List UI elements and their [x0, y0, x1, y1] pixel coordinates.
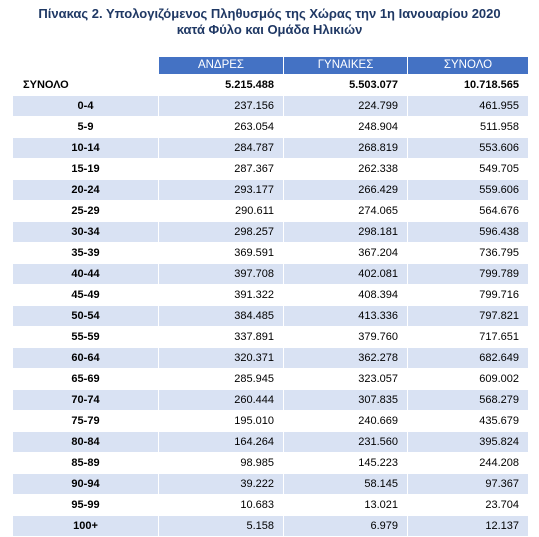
women-cell: 298.181: [284, 222, 408, 243]
total-cell: 97.367: [408, 474, 529, 495]
age-group-cell: ΣΥΝΟΛΟ: [13, 75, 159, 96]
men-cell: 397.708: [159, 264, 284, 285]
table-title: [0, 0, 539, 42]
age-group-cell: 20-24: [13, 180, 159, 201]
women-cell: 224.799: [284, 96, 408, 117]
men-cell: 384.485: [159, 306, 284, 327]
men-cell: 290.611: [159, 201, 284, 222]
table-row: [13, 327, 529, 348]
total-cell: 553.606: [408, 138, 529, 159]
total-row: [13, 75, 529, 96]
men-cell: 337.891: [159, 327, 284, 348]
men-cell: 285.945: [159, 369, 284, 390]
women-cell: 240.669: [284, 411, 408, 432]
table-body: [13, 75, 529, 537]
women-cell: 413.336: [284, 306, 408, 327]
title-line-2: κατά Φύλο και Ομάδα Ηλικιών: [176, 22, 363, 37]
women-cell: 307.835: [284, 390, 408, 411]
total-cell: 559.606: [408, 180, 529, 201]
total-cell: 12.137: [408, 516, 529, 537]
age-group-cell: 60-64: [13, 348, 159, 369]
table-row: [13, 117, 529, 138]
women-cell: 145.223: [284, 453, 408, 474]
total-cell: 549.705: [408, 159, 529, 180]
table-row: [13, 243, 529, 264]
table-row: [13, 306, 529, 327]
men-cell: 5.158: [159, 516, 284, 537]
men-cell: 195.010: [159, 411, 284, 432]
table-row: [13, 222, 529, 243]
women-cell: 266.429: [284, 180, 408, 201]
header-total: ΣΥΝΟΛΟ: [408, 57, 529, 75]
age-group-cell: 90-94: [13, 474, 159, 495]
total-cell: 23.704: [408, 495, 529, 516]
age-group-cell: 80-84: [13, 432, 159, 453]
table-row: [13, 285, 529, 306]
table-row: [13, 138, 529, 159]
table-row: [13, 201, 529, 222]
age-group-cell: 35-39: [13, 243, 159, 264]
table-row: [13, 516, 529, 537]
age-group-cell: 55-59: [13, 327, 159, 348]
table-row: [13, 432, 529, 453]
age-group-cell: 0-4: [13, 96, 159, 117]
population-table: [12, 56, 529, 537]
table-row: [13, 96, 529, 117]
total-cell: 717.651: [408, 327, 529, 348]
age-group-cell: 85-89: [13, 453, 159, 474]
total-cell: 596.438: [408, 222, 529, 243]
women-cell: 231.560: [284, 432, 408, 453]
men-cell: 391.322: [159, 285, 284, 306]
men-cell: 98.985: [159, 453, 284, 474]
total-cell: 511.958: [408, 117, 529, 138]
age-group-cell: 10-14: [13, 138, 159, 159]
men-cell: 287.367: [159, 159, 284, 180]
men-cell: 5.215.488: [159, 75, 284, 96]
table-row: [13, 390, 529, 411]
age-group-cell: 75-79: [13, 411, 159, 432]
men-cell: 298.257: [159, 222, 284, 243]
total-cell: 799.789: [408, 264, 529, 285]
age-group-cell: 30-34: [13, 222, 159, 243]
men-cell: 260.444: [159, 390, 284, 411]
men-cell: 10.683: [159, 495, 284, 516]
header-men: ΑΝΔΡΕΣ: [159, 57, 284, 75]
women-cell: 13.021: [284, 495, 408, 516]
total-cell: 682.649: [408, 348, 529, 369]
men-cell: 284.787: [159, 138, 284, 159]
women-cell: 323.057: [284, 369, 408, 390]
table-row: [13, 411, 529, 432]
total-cell: 609.002: [408, 369, 529, 390]
women-cell: 408.394: [284, 285, 408, 306]
table-header: [13, 57, 529, 75]
women-cell: 268.819: [284, 138, 408, 159]
table-row: [13, 180, 529, 201]
age-group-cell: 25-29: [13, 201, 159, 222]
age-group-cell: 50-54: [13, 306, 159, 327]
men-cell: 320.371: [159, 348, 284, 369]
table-row: [13, 159, 529, 180]
women-cell: 262.338: [284, 159, 408, 180]
age-group-cell: 15-19: [13, 159, 159, 180]
total-cell: 568.279: [408, 390, 529, 411]
table-row: [13, 264, 529, 285]
women-cell: 274.065: [284, 201, 408, 222]
table-row: [13, 495, 529, 516]
table-row: [13, 474, 529, 495]
women-cell: 367.204: [284, 243, 408, 264]
title-line-1: Πίνακας 2. Υπολογιζόμενος Πληθυσμός της Χώρας την 1η Ιανουαρίου 2020: [38, 6, 501, 21]
men-cell: 39.222: [159, 474, 284, 495]
women-cell: 248.904: [284, 117, 408, 138]
total-cell: 736.795: [408, 243, 529, 264]
total-cell: 797.821: [408, 306, 529, 327]
age-group-cell: 40-44: [13, 264, 159, 285]
total-cell: 435.679: [408, 411, 529, 432]
women-cell: 58.145: [284, 474, 408, 495]
men-cell: 237.156: [159, 96, 284, 117]
table-row: [13, 369, 529, 390]
women-cell: 402.081: [284, 264, 408, 285]
men-cell: 263.054: [159, 117, 284, 138]
women-cell: 379.760: [284, 327, 408, 348]
women-cell: 362.278: [284, 348, 408, 369]
age-group-cell: 45-49: [13, 285, 159, 306]
men-cell: 293.177: [159, 180, 284, 201]
age-group-cell: 95-99: [13, 495, 159, 516]
age-group-cell: 70-74: [13, 390, 159, 411]
total-cell: 564.676: [408, 201, 529, 222]
header-women: ΓΥΝΑΙΚΕΣ: [284, 57, 408, 75]
men-cell: 369.591: [159, 243, 284, 264]
total-cell: 10.718.565: [408, 75, 529, 96]
total-cell: 244.208: [408, 453, 529, 474]
men-cell: 164.264: [159, 432, 284, 453]
age-group-cell: 100+: [13, 516, 159, 537]
women-cell: 6.979: [284, 516, 408, 537]
total-cell: 461.955: [408, 96, 529, 117]
header-age-group: [13, 57, 159, 75]
women-cell: 5.503.077: [284, 75, 408, 96]
table-row: [13, 453, 529, 474]
age-group-cell: 5-9: [13, 117, 159, 138]
age-group-cell: 65-69: [13, 369, 159, 390]
total-cell: 395.824: [408, 432, 529, 453]
total-cell: 799.716: [408, 285, 529, 306]
table-row: [13, 348, 529, 369]
